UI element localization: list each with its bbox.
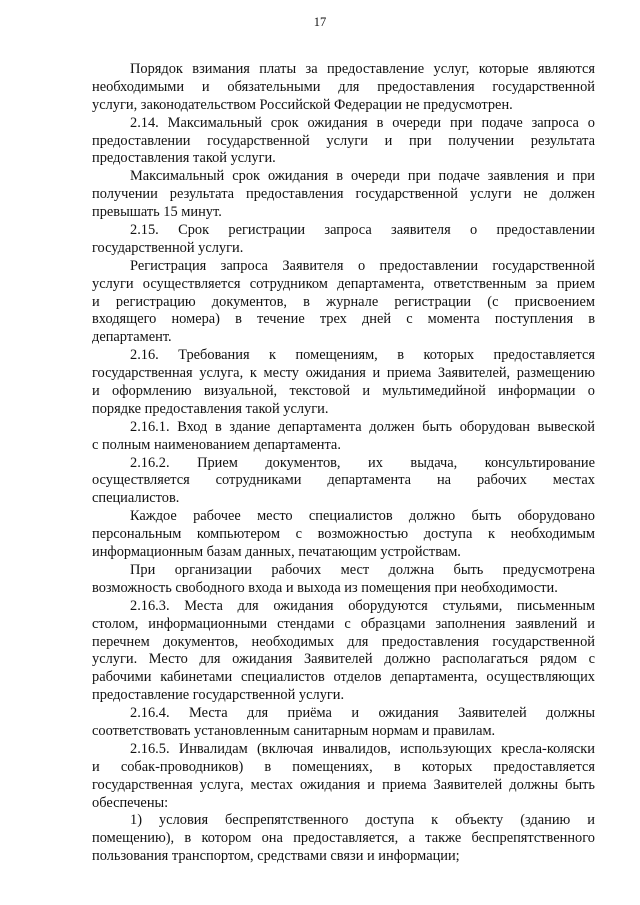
text-line: предоставления такой услуги. (92, 150, 276, 167)
text-line: возможность свободного входа и выхода из помещения при необходимости. (92, 579, 558, 596)
text-line: 2.14. Максимальный срок ожидания в очереди при подаче запроса о (130, 114, 595, 131)
text-line: государственная услуга, к месту ожидания и приема Заявителей, размещению (92, 365, 595, 382)
text-line: государственная услуга, местах ожидания и приема Заявителей должны быть (92, 776, 595, 793)
text-line: предоставление государственной услуги. (92, 687, 345, 704)
text-line: предоставлении государственной услуги и при получении результата (92, 132, 595, 149)
text-line: При организации рабочих мест должна быть предусмотрена (130, 561, 595, 578)
text-line: услуги, законодательством Российской Федерации не предусмотрен. (92, 96, 513, 113)
text-line: необходимыми и обязательными для предоставления государственной (92, 78, 595, 95)
text-line: государственной услуги. (92, 239, 244, 256)
text-line: 1) условия беспрепятственного доступа к объекту (зданию и (130, 812, 595, 829)
text-line: Максимальный срок ожидания в очереди при подаче заявления и при (130, 168, 595, 185)
text-line: 2.15. Срок регистрации запроса заявителя о предоставлении (130, 222, 595, 239)
text-line: 2.16.3. Места для ожидания оборудуются стульями, письменным (130, 597, 595, 614)
text-line: соответствовать установленным санитарным нормам и правилам. (92, 722, 496, 739)
text-line: пользования транспортом, средствами связи и информации; (92, 848, 460, 865)
text-line: Порядок взимания платы за предоставление услуг, которые являются (130, 61, 595, 77)
text-line: департамент. (92, 329, 172, 346)
text-line: осуществляется сотрудниками департамента на рабочих местах (92, 472, 595, 489)
text-line: перечнем документов, необходимых для предоставления государственной (92, 633, 595, 650)
text-line: Каждое рабочее место специалистов должно быть оборудовано (130, 508, 595, 525)
text-line: 2.16.2. Прием документов, их выдача, консультирование (130, 454, 595, 471)
text-line: порядке предоставления такой услуги. (92, 400, 329, 417)
text-line: услуги осуществляется сотрудником департамента, ответственным за прием (92, 275, 595, 292)
text-line: 2.16.1. Вход в здание департамента должен быть оборудован вывеской (130, 418, 595, 435)
text-line: информационным базам данных, печатающим устройствам. (92, 544, 461, 561)
text-line: получении результата предоставления государственной услуги не должен (92, 186, 595, 203)
text-line: обеспечены: (92, 794, 169, 811)
text-line: и собак-проводников) в помещениях, в которых предоставляется (92, 758, 595, 775)
text-line: и регистрацию документов, в журнале регистрации (с присвоением (92, 293, 595, 310)
text-line: услуги. Место для ожидания Заявителей должно располагаться рядом с (92, 651, 595, 668)
text-line: помещению), в котором она предоставляется, а также беспрепятственного (92, 830, 595, 847)
text-line: с полным наименованием департамента. (92, 436, 341, 453)
text-line: 2.16.4. Места для приёма и ожидания Заявителей должны (130, 705, 595, 722)
text-line: Регистрация запроса Заявителя о предоставлении государственной (130, 257, 595, 274)
text-line: специалистов. (92, 490, 180, 507)
document-body-text (92, 61, 595, 866)
text-line: рабочими кабинетами специалистов отделов департамента, осуществляющих (92, 669, 595, 686)
text-line: и оформлению визуальной, текстовой и мультимедийной информации о (92, 383, 595, 400)
text-line: 2.16.5. Инвалидам (включая инвалидов, использующих кресла-коляски (130, 740, 595, 757)
text-line: персональным компьютером с возможностью доступа к необходимым (92, 526, 595, 543)
text-line: 2.16. Требования к помещениям, в которых предоставляется (130, 347, 595, 364)
text-line: входящего номера) в течение трех дней с момента поступления в (92, 311, 595, 328)
text-line: столом, информационными стендами с образцами заполнения заявлений и (92, 615, 595, 632)
page-number: 17 (313, 15, 327, 29)
text-line: превышать 15 минут. (92, 204, 222, 221)
